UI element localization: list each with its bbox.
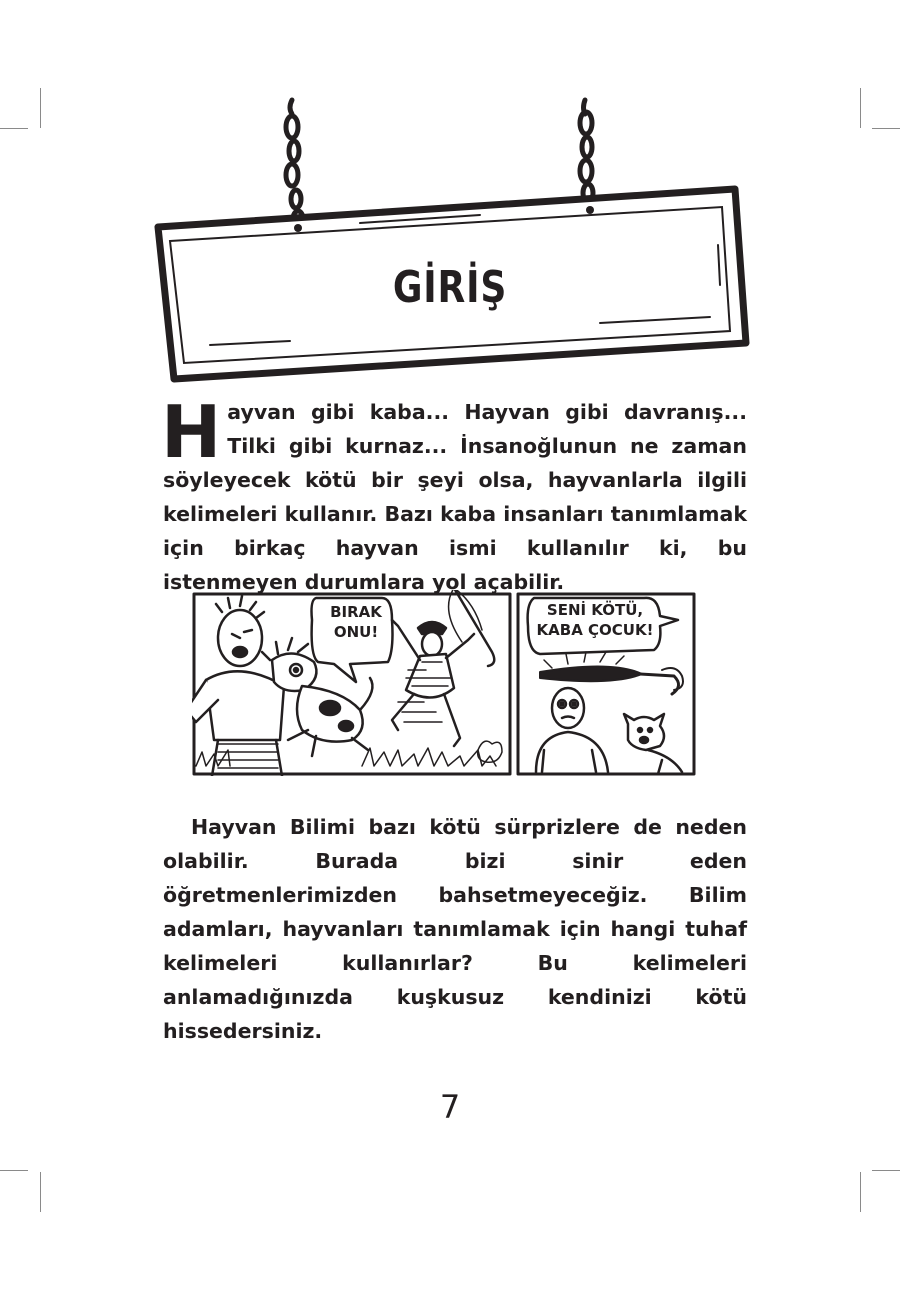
crop-mark: [860, 88, 861, 128]
crop-mark: [872, 128, 900, 129]
crop-mark: [0, 1170, 28, 1171]
hanging-sign: [150, 95, 750, 395]
drop-cap: H: [161, 390, 222, 474]
page-number: 7: [439, 1088, 461, 1126]
crop-mark: [0, 128, 28, 129]
intro-paragraph-text: ayvan gibi kaba... Hayvan gibi davranış... Tilki gibi kurnaz... İnsanoğlunun ne zaman söyleyecek kötü bir şeyi olsa, hayvanlarla ilgili kelimeleri kullanır. Bazı kaba insanları tanımlamak için birkaç hayvan ismi kullanılır ki, bu istenmeyen durumlara yol açabilir.: [163, 400, 747, 594]
speech-bubble-right: SENİ KÖTÜ, KABA ÇOCUK!: [536, 601, 654, 639]
crop-mark: [40, 88, 41, 128]
second-paragraph: Hayvan Bilimi bazı kötü sürprizlere de neden olabilir. Burada bizi sinir eden öğretmenlerimizden bahsetmeyeceğiz. Bilim adamları, hayvanları tanımlamak için hangi tuhaf kelimeleri kullanırlar? Bu kelimeleri anlamadığınızda kuşkusuz kendinizi kötü hissedersiniz.: [163, 815, 747, 1043]
crop-mark: [40, 1172, 41, 1212]
crop-mark: [860, 1172, 861, 1212]
speech-bubble-left: BIRAK ONU!: [330, 603, 382, 641]
crop-mark: [872, 1170, 900, 1171]
chapter-title: GİRİŞ: [392, 262, 508, 313]
intro-paragraph: [161, 390, 747, 599]
